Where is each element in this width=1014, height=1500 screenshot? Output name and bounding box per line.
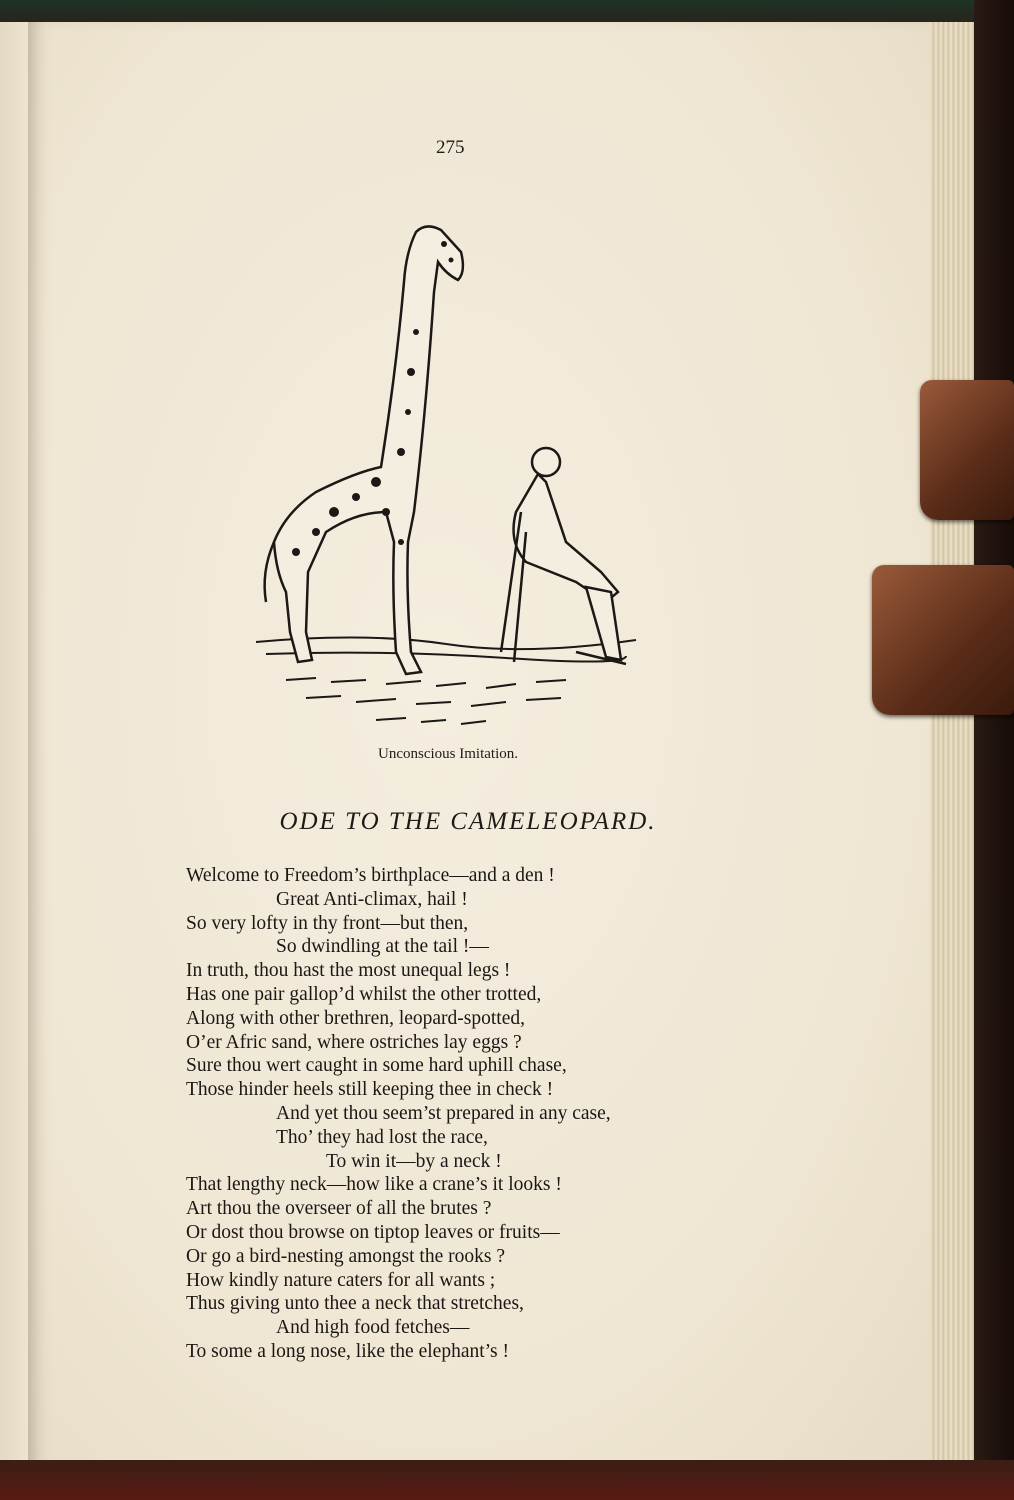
page-stack-edge bbox=[930, 22, 977, 1462]
illustration-caption: Unconscious Imitation. bbox=[378, 746, 518, 762]
poem-body bbox=[186, 864, 906, 1364]
poem-line: How kindly nature caters for all wants ; bbox=[186, 1269, 496, 1291]
poem-line: Tho’ they had lost the race, bbox=[276, 1126, 488, 1148]
poem-line: Sure thou wert caught in some hard uphill chase, bbox=[186, 1055, 567, 1077]
poem-line: Welcome to Freedom’s birthplace—and a den ! bbox=[186, 865, 555, 886]
bookmark-clip-bottom bbox=[872, 565, 1014, 715]
poem-line: Has one pair gallop’d whilst the other trotted, bbox=[186, 983, 542, 1005]
poem-line: In truth, thou hast the most unequal legs ! bbox=[186, 960, 511, 982]
book-cover-right bbox=[974, 0, 1014, 1500]
book-cover-bottom bbox=[0, 1460, 1014, 1500]
poem-line: Thus giving unto thee a neck that stretches, bbox=[186, 1293, 524, 1315]
page-number: 275 bbox=[436, 137, 465, 158]
book-page bbox=[28, 22, 940, 1474]
poem-line: To win it—by a neck ! bbox=[326, 1150, 502, 1172]
poem-line: Or dost thou browse on tiptop leaves or fruits— bbox=[186, 1221, 560, 1243]
giraffe-illustration bbox=[246, 212, 646, 732]
poem-line: Along with other brethren, leopard-spotted, bbox=[186, 1007, 525, 1029]
poem-title: ODE TO THE CAMELEOPARD. bbox=[279, 808, 657, 835]
giraffe-figure bbox=[265, 226, 463, 674]
bookmark-clip-top bbox=[920, 380, 1014, 520]
poem-line: So dwindling at the tail !— bbox=[276, 936, 489, 958]
poem-line: Art thou the overseer of all the brutes ? bbox=[186, 1198, 492, 1220]
poem-line: So very lofty in thy front—but then, bbox=[186, 912, 469, 934]
poem-line: Those hinder heels still keeping thee in check ! bbox=[186, 1079, 554, 1101]
poem-line: Great Anti-climax, hail ! bbox=[276, 888, 468, 910]
poem-line: O’er Afric sand, where ostriches lay eggs ? bbox=[186, 1031, 522, 1053]
poem-line: That lengthy neck—how like a crane’s it looks ! bbox=[186, 1174, 562, 1196]
poem-line: To some a long nose, like the elephant’s ! bbox=[186, 1340, 510, 1362]
poem-line: And yet thou seem’st prepared in any case, bbox=[276, 1102, 611, 1124]
poem-line: And high food fetches— bbox=[276, 1317, 470, 1339]
man-figure bbox=[501, 448, 626, 664]
ground-hatching bbox=[256, 637, 636, 724]
poem-line: Or go a bird-nesting amongst the rooks ? bbox=[186, 1245, 505, 1267]
